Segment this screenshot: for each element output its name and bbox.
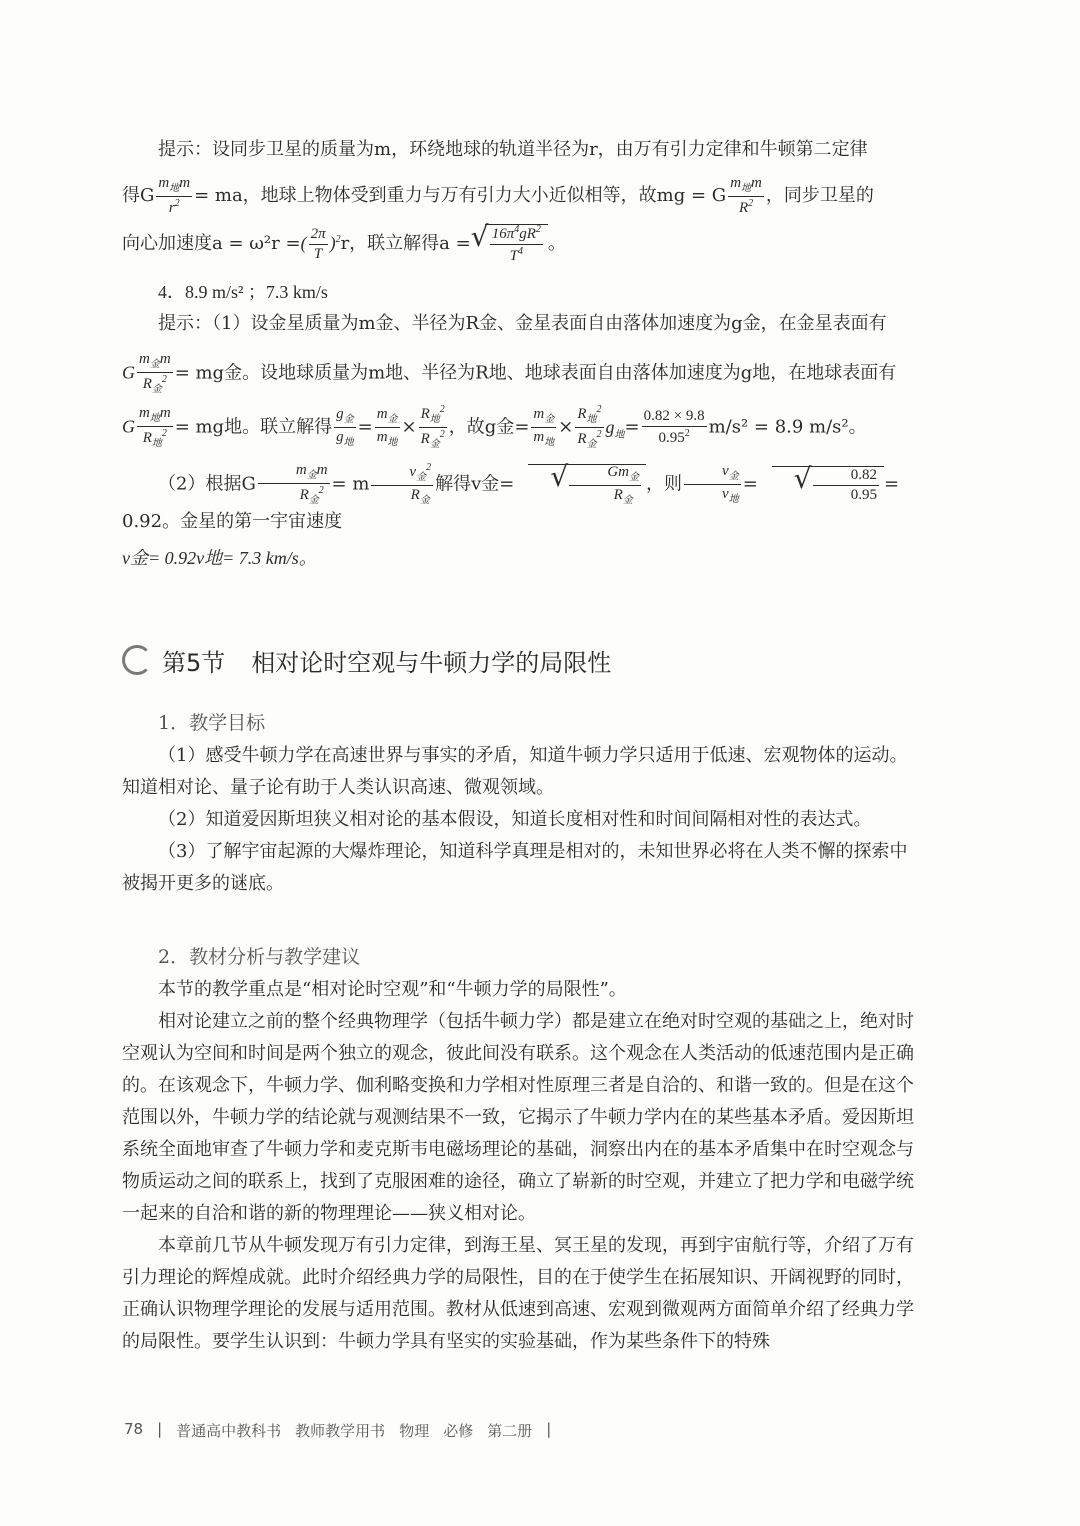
- goal-1: （1）感受牛顿力学在高速世界与事实的矛盾，知道牛顿力学只适用于低速、宏观物体的运动。知道相对论、量子论有助于人类认识高速、微观领域。: [122, 745, 908, 798]
- answer4: 4．8.9 m/s² ；7.3 km/s: [158, 282, 328, 302]
- hint4-line1: 提示：（1）设金星质量为m金、半径为R金、金星表面自由落体加速度为g金，在金星表面有: [158, 313, 887, 334]
- hint4-line2: G $\frac{m_金m}{R_金^2}$ = mg金。设地球质量为m地、半径为R地、地球表面自由落体加速度为g地，在地球表面有: [122, 351, 897, 395]
- hint3-line2: 得G $\frac{m_地m}{r^2}$ = ma，地球上物体受到重力与万有引力大小近似相等，故mg = G $\frac{m_地m}{R^2}$ ，同步卫星的: [122, 175, 874, 216]
- analysis-p3: 本章前几节从牛顿发现万有引力定律，到海王星、冥王星的发现，再到宇宙航行等，介绍了万有引力理论的辉煌成就。此时介绍经典力学的局限性，目的在于使学生在拓展知识、开阔视野的同时，正确认识物理学理论的发展与适用范围。教材从低速到高速、宏观到微观两方面简单介绍了经典力学的局限性。要学生认识到：牛顿力学具有坚实的实验基础，作为某些条件下的特殊: [122, 1235, 914, 1352]
- footer-separator-end: |: [546, 1420, 552, 1438]
- goals-heading: 1．教学目标: [158, 712, 266, 734]
- hint4-line4: （2）根据G $\frac{m_金m}{R_金^2}$ = m $\frac{v_金^2}{R_金}$ 解得v金= √ $\frac{Gm_金}{R_金}$ ，则 $\frac{v_金}{v_地}$ = √ $\frac{0.82}{0.95}$ = 0.92。金星的第一宇宙速度: [122, 463, 922, 538]
- section-name: 相对论时空观与牛顿力学的局限性: [251, 648, 612, 677]
- footer-type: 教师教学用书: [295, 1422, 386, 1440]
- page-footer: [124, 1420, 551, 1441]
- hint4-line5: v金= 0.92v地= 7.3 km/s。: [122, 548, 317, 569]
- footer-volume: 第二册: [487, 1422, 533, 1440]
- footer-book: 普通高中教科书: [176, 1422, 282, 1440]
- hint3-line1: 提示：设同步卫星的质量为m，环绕地球的轨道半径为r，由万有引力定律和牛顿第二定律: [158, 139, 868, 160]
- goal-3: （3）了解宇宙起源的大爆炸理论，知道科学真理是相对的，未知世界必将在人类不懈的探索中被揭开更多的谜底。: [122, 841, 908, 894]
- analysis-p1: 本节的教学重点是“相对论时空观”和“牛顿力学的局限性”。: [158, 979, 627, 1000]
- page-number: 78: [124, 1420, 144, 1438]
- analysis-p2: 相对论建立之前的整个经典物理学（包括牛顿力学）都是建立在绝对时空观的基础之上，绝对时空观认为空间和时间是两个独立的观念，彼此间没有联系。这个观念在人类活动的低速范围内是正确的。在该观念下，牛顿力学、伽利略变换和力学相对性原理三者是自洽的、和谐一致的。但是在这个范围以外，牛顿力学的结论就与观测结果不一致，它揭示了牛顿力学内在的某些基本矛盾。爱因斯坦系统全面地审查了牛顿力学和麦克斯韦电磁场理论的基础，洞察出内在的基本矛盾集中在时空观念与物质运动之间的联系上，找到了克服困难的途径，确立了崭新的时空观，并建立了把力学和电磁学统一起来的自洽和谐的新的物理理论——狭义相对论。: [122, 1011, 914, 1224]
- goals-block: [122, 740, 922, 900]
- goal-2: （2）知道爱因斯坦狭义相对论的基本假设，知道长度相对性和时间间隔相对性的表达式。: [158, 809, 872, 830]
- hint3-block: [122, 134, 922, 264]
- hint3-line3: 向心加速度a = ω²r =( $\frac{2\pi}{T}$ )$^2$r，联立解得a = √ $\frac{16\pi^4gR^2}{T^4}$ 。: [122, 224, 922, 264]
- analysis-heading: 2．教材分析与教学建议: [158, 946, 361, 968]
- section-swirl-icon: [122, 645, 152, 675]
- analysis-block: [122, 974, 922, 1358]
- section-title: [122, 640, 611, 680]
- footer-subject: 物理: [399, 1422, 430, 1440]
- hint4-line3: G $\frac{m_地m}{R_地^2}$ = mg地。联立解得 $\frac{g_金}{g_地}$ = $\frac{m_金}{m_地}$ × $\frac{R_地^2}{R_金^2}$ ，故g金= $\frac{m_金}{m_地}$ × $\frac{R_地^2}{R_金^2}$ $g_地=$ $\frac{0.82 \times 9.8}{0.95^2}$ m/s² = 8.9 m/s²。: [122, 404, 867, 450]
- footer-separator: |: [157, 1420, 163, 1438]
- footer-level: 必修: [443, 1422, 474, 1440]
- hint4-block: [122, 308, 922, 574]
- section-number: 第5节: [162, 648, 226, 677]
